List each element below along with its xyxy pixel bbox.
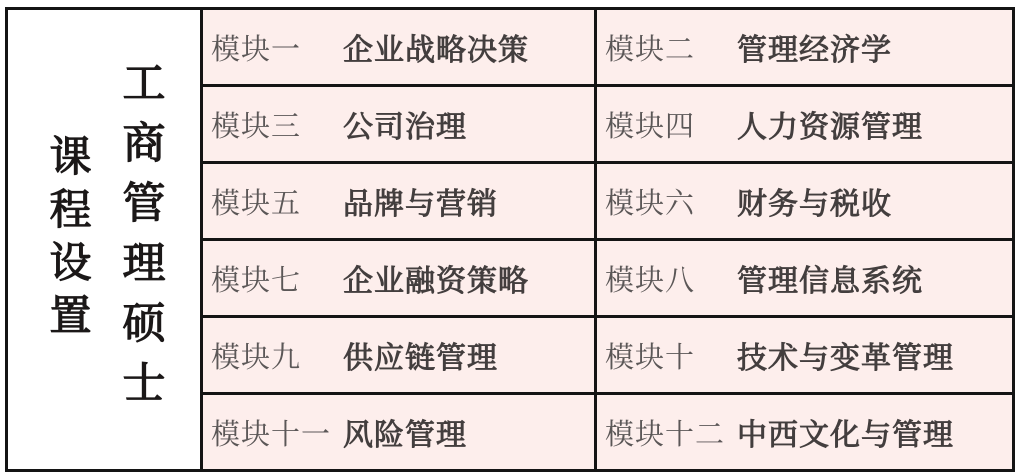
course-table (5, 7, 1015, 472)
module-cell-10 (596, 317, 1014, 394)
module-label: 模块十一 (211, 418, 332, 451)
module-label: 模块九 (211, 341, 302, 374)
vertical-title-group (8, 10, 200, 469)
module-course: 品牌与营销 (343, 188, 498, 221)
module-course: 人力资源管理 (737, 111, 923, 144)
module-course: 供应链管理 (343, 342, 498, 375)
module-label: 模块八 (605, 264, 696, 297)
module-cell-5 (202, 163, 596, 240)
module-course: 中西文化与管理 (737, 419, 954, 452)
module-label: 模块十 (605, 341, 696, 374)
module-course: 企业融资策略 (343, 265, 529, 298)
module-course: 企业战略决策 (343, 34, 529, 67)
module-cell-3 (202, 86, 596, 163)
module-label: 模块二 (605, 33, 696, 66)
module-cell-11 (202, 394, 596, 471)
row-header-cell (7, 9, 202, 471)
module-cell-4 (596, 86, 1014, 163)
module-label: 模块七 (211, 264, 302, 297)
module-cell-1 (202, 9, 596, 86)
module-cell-9 (202, 317, 596, 394)
module-label: 模块十二 (605, 418, 726, 451)
module-course: 技术与变革管理 (737, 342, 954, 375)
module-cell-8 (596, 240, 1014, 317)
module-cell-2 (596, 9, 1014, 86)
module-label: 模块一 (211, 33, 302, 66)
module-label: 模块四 (605, 110, 696, 143)
module-cell-7 (202, 240, 596, 317)
module-label: 模块五 (211, 187, 302, 220)
module-label: 模块六 (605, 187, 696, 220)
module-course: 管理信息系统 (737, 265, 923, 298)
module-course: 公司治理 (343, 111, 467, 144)
module-course: 财务与税收 (737, 188, 892, 221)
module-cell-12 (596, 394, 1014, 471)
module-cell-6 (596, 163, 1014, 240)
module-label: 模块三 (211, 110, 302, 143)
module-course: 风险管理 (343, 419, 467, 452)
table-row (7, 9, 1014, 86)
vertical-title-mba: 工商管理硕士 (116, 59, 165, 420)
vertical-title-course-setup: 课程设置 (44, 133, 92, 346)
module-course: 管理经济学 (737, 34, 892, 67)
